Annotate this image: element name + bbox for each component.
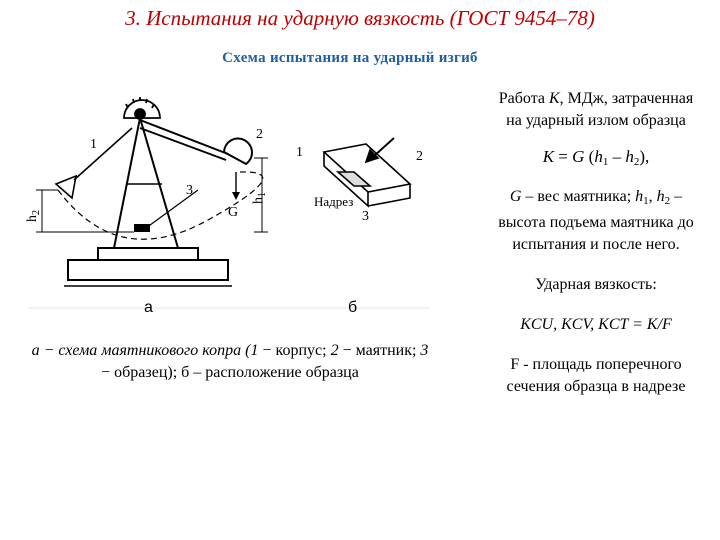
label-1: 1 [90,137,97,152]
label-part-a: а [144,299,153,316]
slide-title: 3. Испытания на ударную вязкость (ГОСТ 9454–78) [125,6,595,30]
label-b-3: 3 [362,209,369,224]
slide-subtitle: Схема испытания на ударный изгиб [222,50,478,66]
label-b-1: 1 [296,145,303,160]
label-b-2: 2 [416,149,423,164]
toughness-label: Ударная вязкость: [535,276,657,293]
area-description: F - площадь поперечного сечения образца в надрезе [506,356,686,395]
scale-dial [124,97,160,119]
figure-caption: а − схема маятникового копра (1 − корпус; 2 − маятник; 3 − образец); б – расположение образца [31,342,429,381]
work-formula: К = G $(h_1 - h_2)$, [542,147,650,168]
label-h2: $h_2$ [25,210,42,222]
label-part-b: б [348,299,358,316]
label-h1: $h_1$ [251,192,268,204]
machine-base [64,248,232,286]
specimen [134,224,150,232]
formula-legend: G – вес маятника; $h_1$, $h_2$ – высота подъема маятника до испытания и после него. [498,188,694,253]
label-notch: Надрез [314,194,354,209]
toughness-formula: KCU, KCV, KCT = K/F [520,316,672,333]
label-g: G [228,205,239,220]
pendulum-arm [140,120,252,164]
work-description: Работа К, МДж, затраченная на ударный излом образца [498,90,694,129]
impact-test-figure [25,80,430,320]
label-2: 2 [256,127,263,142]
label-3: 3 [186,183,193,198]
